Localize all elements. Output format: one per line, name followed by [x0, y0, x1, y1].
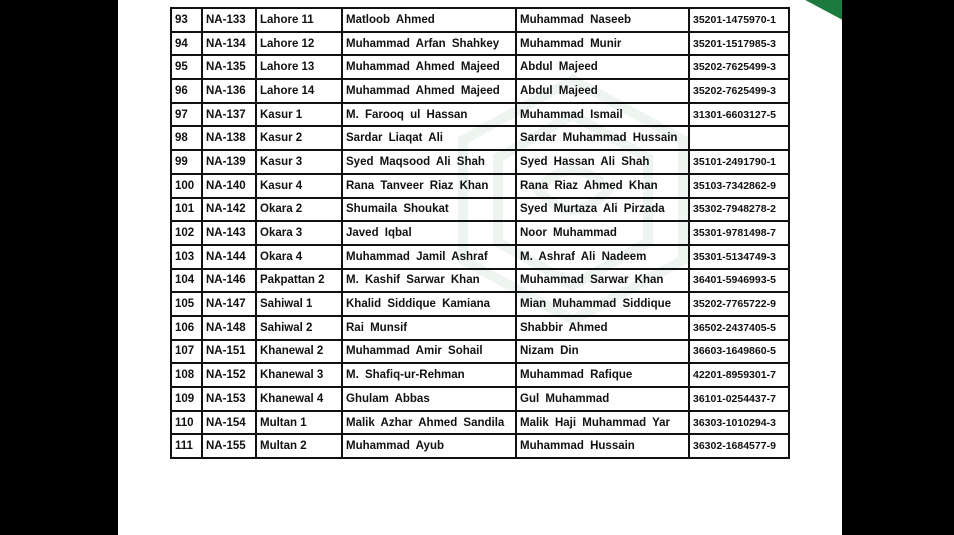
candidate-name-cell: Muhammad Arfan Shahkey — [342, 32, 516, 56]
serial-number-cell: 94 — [171, 32, 202, 56]
serial-number-cell: 96 — [171, 79, 202, 103]
district-cell: Okara 3 — [256, 221, 342, 245]
cnic-cell: 35301-5134749-3 — [689, 245, 789, 269]
cnic-cell: 35202-7765722-9 — [689, 292, 789, 316]
district-cell: Lahore 12 — [256, 32, 342, 56]
father-name-cell: Nizam Din — [516, 340, 689, 364]
serial-number-cell: 100 — [171, 174, 202, 198]
candidate-name-cell: M. Kashif Sarwar Khan — [342, 269, 516, 293]
constituency-cell: NA-151 — [202, 340, 256, 364]
district-cell: Okara 4 — [256, 245, 342, 269]
cnic-cell: 36401-5946993-5 — [689, 269, 789, 293]
district-cell: Pakpattan 2 — [256, 269, 342, 293]
table-row — [171, 387, 789, 411]
candidate-name-cell: M. Farooq ul Hassan — [342, 103, 516, 127]
district-cell: Multan 1 — [256, 411, 342, 435]
constituency-cell: NA-136 — [202, 79, 256, 103]
corner-green-stripe — [798, 0, 842, 24]
candidate-name-cell: Shumaila Shoukat — [342, 198, 516, 222]
serial-number-cell: 103 — [171, 245, 202, 269]
district-cell: Kasur 4 — [256, 174, 342, 198]
constituency-cell: NA-154 — [202, 411, 256, 435]
serial-number-cell: 95 — [171, 55, 202, 79]
father-name-cell: M. Ashraf Ali Nadeem — [516, 245, 689, 269]
constituency-cell: NA-147 — [202, 292, 256, 316]
cnic-cell: 36502-2437405-5 — [689, 316, 789, 340]
father-name-cell: Abdul Majeed — [516, 79, 689, 103]
table-row — [171, 245, 789, 269]
district-cell: Lahore 14 — [256, 79, 342, 103]
serial-number-cell: 108 — [171, 363, 202, 387]
constituency-cell: NA-148 — [202, 316, 256, 340]
table-row — [171, 79, 789, 103]
table-row — [171, 32, 789, 56]
cnic-cell — [689, 126, 789, 150]
constituency-cell: NA-138 — [202, 126, 256, 150]
serial-number-cell: 93 — [171, 8, 202, 32]
district-cell: Sahiwal 1 — [256, 292, 342, 316]
district-cell: Lahore 11 — [256, 8, 342, 32]
father-name-cell: Abdul Majeed — [516, 55, 689, 79]
candidate-name-cell: Matloob Ahmed — [342, 8, 516, 32]
serial-number-cell: 109 — [171, 387, 202, 411]
father-name-cell: Muhammad Naseeb — [516, 8, 689, 32]
cnic-cell: 35201-1475970-1 — [689, 8, 789, 32]
candidate-name-cell: Muhammad Jamil Ashraf — [342, 245, 516, 269]
table-row — [171, 221, 789, 245]
candidate-name-cell: Muhammad Amir Sohail — [342, 340, 516, 364]
candidate-name-cell: Muhammad Ayub — [342, 434, 516, 458]
cnic-cell: 35202-7625499-3 — [689, 79, 789, 103]
candidate-name-cell: Muhammad Ahmed Majeed — [342, 79, 516, 103]
cnic-cell: 36101-0254437-7 — [689, 387, 789, 411]
constituency-cell: NA-153 — [202, 387, 256, 411]
constituency-cell: NA-144 — [202, 245, 256, 269]
father-name-cell: Muhammad Hussain — [516, 434, 689, 458]
table-row — [171, 126, 789, 150]
father-name-cell: Shabbir Ahmed — [516, 316, 689, 340]
father-name-cell: Malik Haji Muhammad Yar — [516, 411, 689, 435]
table-row — [171, 269, 789, 293]
constituency-cell: NA-139 — [202, 150, 256, 174]
document-page — [118, 0, 842, 535]
cnic-cell: 35101-2491790-1 — [689, 150, 789, 174]
candidate-name-cell: Syed Maqsood Ali Shah — [342, 150, 516, 174]
district-cell: Sahiwal 2 — [256, 316, 342, 340]
serial-number-cell: 107 — [171, 340, 202, 364]
district-cell: Multan 2 — [256, 434, 342, 458]
cnic-cell: 31301-6603127-5 — [689, 103, 789, 127]
serial-number-cell: 110 — [171, 411, 202, 435]
constituency-cell: NA-142 — [202, 198, 256, 222]
serial-number-cell: 104 — [171, 269, 202, 293]
serial-number-cell: 99 — [171, 150, 202, 174]
father-name-cell: Gul Muhammad — [516, 387, 689, 411]
father-name-cell: Muhammad Ismail — [516, 103, 689, 127]
constituency-cell: NA-146 — [202, 269, 256, 293]
constituency-cell: NA-134 — [202, 32, 256, 56]
table-row — [171, 150, 789, 174]
candidate-name-cell: M. Shafiq-ur-Rehman — [342, 363, 516, 387]
table-row — [171, 8, 789, 32]
constituency-cell: NA-133 — [202, 8, 256, 32]
candidate-name-cell: Javed Iqbal — [342, 221, 516, 245]
serial-number-cell: 106 — [171, 316, 202, 340]
district-cell: Lahore 13 — [256, 55, 342, 79]
district-cell: Kasur 3 — [256, 150, 342, 174]
constituency-cell: NA-137 — [202, 103, 256, 127]
father-name-cell: Mian Muhammad Siddique — [516, 292, 689, 316]
candidate-name-cell: Rana Tanveer Riaz Khan — [342, 174, 516, 198]
district-cell: Okara 2 — [256, 198, 342, 222]
candidate-name-cell: Rai Munsif — [342, 316, 516, 340]
table-row — [171, 174, 789, 198]
cnic-cell: 35103-7342862-9 — [689, 174, 789, 198]
table-row — [171, 434, 789, 458]
table-row — [171, 363, 789, 387]
constituency-cell: NA-140 — [202, 174, 256, 198]
serial-number-cell: 101 — [171, 198, 202, 222]
father-name-cell: Rana Riaz Ahmed Khan — [516, 174, 689, 198]
constituency-cell: NA-143 — [202, 221, 256, 245]
table-row — [171, 340, 789, 364]
district-cell: Khanewal 3 — [256, 363, 342, 387]
candidate-name-cell: Ghulam Abbas — [342, 387, 516, 411]
father-name-cell: Muhammad Rafique — [516, 363, 689, 387]
table-row — [171, 103, 789, 127]
candidates-table — [170, 7, 790, 459]
table-row — [171, 316, 789, 340]
candidate-name-cell: Khalid Siddique Kamiana — [342, 292, 516, 316]
serial-number-cell: 98 — [171, 126, 202, 150]
father-name-cell: Muhammad Sarwar Khan — [516, 269, 689, 293]
district-cell: Khanewal 2 — [256, 340, 342, 364]
table-row — [171, 198, 789, 222]
cnic-cell: 35202-7625499-3 — [689, 55, 789, 79]
candidate-name-cell: Malik Azhar Ahmed Sandila — [342, 411, 516, 435]
serial-number-cell: 102 — [171, 221, 202, 245]
district-cell: Khanewal 4 — [256, 387, 342, 411]
father-name-cell: Noor Muhammad — [516, 221, 689, 245]
candidate-name-cell: Sardar Liaqat Ali — [342, 126, 516, 150]
table-row — [171, 292, 789, 316]
district-cell: Kasur 1 — [256, 103, 342, 127]
cnic-cell: 35301-9781498-7 — [689, 221, 789, 245]
candidate-name-cell: Muhammad Ahmed Majeed — [342, 55, 516, 79]
table-row — [171, 55, 789, 79]
cnic-cell: 36303-1010294-3 — [689, 411, 789, 435]
serial-number-cell: 105 — [171, 292, 202, 316]
cnic-cell: 35201-1517985-3 — [689, 32, 789, 56]
father-name-cell: Syed Hassan Ali Shah — [516, 150, 689, 174]
constituency-cell: NA-155 — [202, 434, 256, 458]
serial-number-cell: 97 — [171, 103, 202, 127]
cnic-cell: 35302-7948278-2 — [689, 198, 789, 222]
father-name-cell: Sardar Muhammad Hussain — [516, 126, 689, 150]
constituency-cell: NA-152 — [202, 363, 256, 387]
table-row — [171, 411, 789, 435]
cnic-cell: 36603-1649860-5 — [689, 340, 789, 364]
father-name-cell: Muhammad Munir — [516, 32, 689, 56]
father-name-cell: Syed Murtaza Ali Pirzada — [516, 198, 689, 222]
cnic-cell: 36302-1684577-9 — [689, 434, 789, 458]
district-cell: Kasur 2 — [256, 126, 342, 150]
serial-number-cell: 111 — [171, 434, 202, 458]
constituency-cell: NA-135 — [202, 55, 256, 79]
cnic-cell: 42201-8959301-7 — [689, 363, 789, 387]
